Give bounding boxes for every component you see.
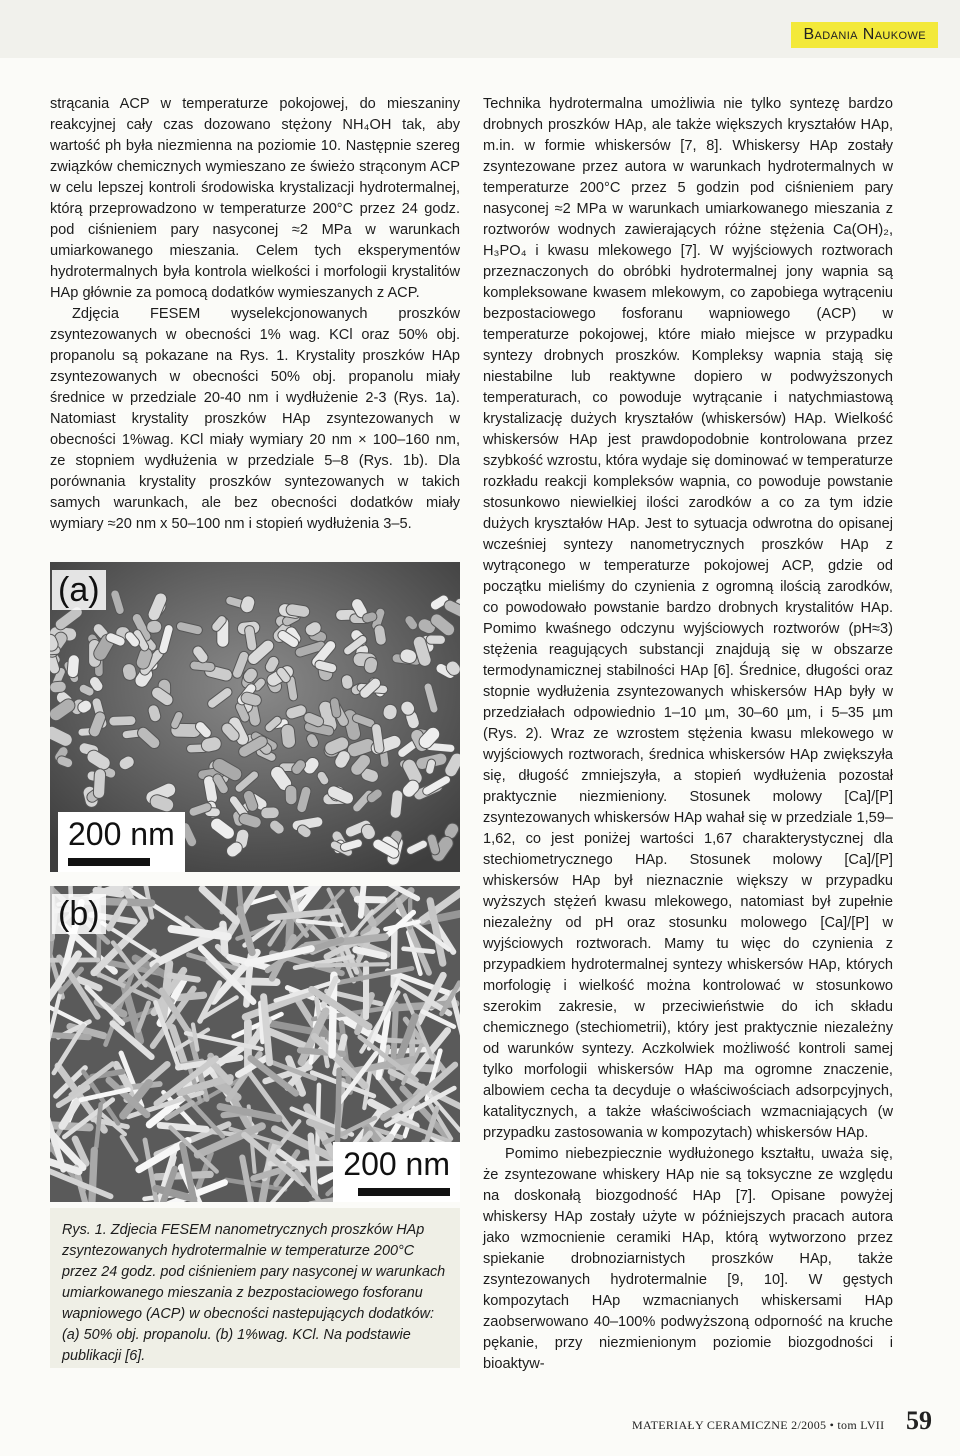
whisker-rod [317,964,388,965]
journal-footer: MATERIAŁY CERAMICZNE 2/2005 • tom LVII [632,1418,885,1432]
scale-bar-b [333,1142,460,1202]
panel-b-label: (b) [52,894,106,934]
figure-1 [50,562,460,1370]
right-column [483,94,893,1375]
left-paragraph-1: strącania ACP w temperaturze pokojowej, do mieszaniny reakcyjnej cały czas dozowano stężony NH₄OH tak, aby wartość ph była niezmienna na poziomie 10. Następnie szereg związków chemicznych wymieszano ze świeżo strąconym ACP w celu lepszej kontroli środowiska krystalizacji hydrotermalnej, którą przeprowadzono w temperaturze 200°C przez 24 godz. pod ciśnieniem pary nasyconej ≈2 MPa w warunkach umiarkowanego mieszania. Celem tych eksperymentów hydrotermalnych była kontrola wielkości i morfologii krystalitów HAp głównie za pomocą dodatków wymieszanych z ACP. [50,96,460,301]
scale-bar-a-text: 200 nm [68,816,175,852]
whisker-rod [338,1070,340,1141]
right-paragraph-1: Technika hydrotermalna umożliwia nie tylko syntezę bardzo drobnych proszków HAp, ale także większych kryształów HAp, m.in. w formie whiskersów [7, 8]. Whiskersy HAp zostały zsyntezowane przez autora w warunkach hydrotermalnych w temperaturze 200°C przez 5 godzin pod ciśnieniem pary nasyconej ≈2 MPa w warunkach umiarkowanego mieszania z roztworów wodnych zawierających różne stężenia Ca(OH)₂, H₃PO₄ i kwasu mlekowego [7]. W wyjściowych roztworach przeznaczonych do obróbki hydrotermalnej jony wapnia są kompleksowane kwasem mlekowym, co zapobiega wytrąceniu bezpostaciowego fosforanu wapniowego (ACP) w temperaturze pokojowej, które miało miejsce w przypadku syntezy drobnych proszków. Kompleksy wapnia stają się niestabilne lub reaktywne dopiero w podwyższonych temperaturach, co powoduje wytrącanie i natychmiastową krystalizację dużych kryształów (whiskersów) HAp. Wielkość whiskersów HAp jest prawdopodobnie kontrolowana przez szybkość wzrostu, która wydaje się dominować w temperaturze rozkładu reakcji kompleksów wapnia, co powoduje powstanie stosunkowo niewielkiej ilości zarodków a co za tym idzie dużych kryształów HAp. Jest to sytuacja odwrotna do opisanej wcześniej syntezy nanometrycznych proszków HAp z wytrąconego w temperaturze pokojowej ACP, gdzie od początku mieliśmy do czynienia z ogromną ilością zarodków, co powodowało powstanie bardzo drobnych krystalitów HAp. Pomimo kwaśnego odczynu wyjściowych roztworów (pH≈3) stężenia reagujących substancji znajdują się w obszarze termodynamicznej stabilności HAp [6]. Średnice, długości oraz stopnie wydłużenia zsyntezowanych whiskersów HAp były w przedziałach odpowiednio 1–10 µm, 30–60 µm, i 5–35 µm (Rys. 2). Wraz ze wzrostem stężenia kwasu mlekowego w wyjściowych roztworach, średnica whiskersów HAp zwiększyła się, długość zmniejszyła, a stopień wydłużenia pozostał praktycznie niezmieniony. Stosunek molowy [Ca]/[P] zsyntezowanych whiskersów HAp wahał się w przedziale 1,59–1,62, co jest poniżej wartości 1,67 charakterystycznej dla stechiometrycznego HAp. Stosunek molowy [Ca]/[P] whiskersów HAp był nieznacznie większy w przypadku wyższych stężeń kwasu mlekowego, natomiast był zupełnie niezależny od pH oraz stosunku molowego [Ca]/[P] w wyjściowych roztworach. Mamy tu więc do czynienia z przypadkiem hydrotermalnej syntezy whiskersów HAp, których morfologię i wielkość można kontrolować w stosunkowo szerokim zakresie, w przeciwieństwie do ich składu chemicznego (stechiometrii), który jest praktycznie niezależny od warunków syntezy. Aczkolwiek możliwość kontroli samej tylko morfologii whiskersów HAp ma ogromne znaczenie, albowiem cecha ta decyduje o właściwościach adsorpcyjnych, katalitycznych, a także właściwościach wzmacniających (w przypadku zastosowania w kompozytach) whiskersów HAp. [483,96,893,1141]
whisker-rod [177,995,203,997]
section-header: Badania Naukowe [791,22,938,48]
page-number: 59 [906,1406,932,1435]
fesem-image-a [50,562,460,872]
whisker-rod [160,1125,206,1129]
crystallite-particle [280,724,296,749]
scale-bar-b-line [358,1188,450,1196]
whisker-rod [394,931,395,986]
crystallite-particle [285,785,297,805]
figure-caption: Rys. 1. Zdjecia FESEM nanometrycznych proszków HAp zsyntezowanych hydrotermalnie w temperaturze 200°C przez 24 godz. pod ciśnieniem pary nasyconej w warunkach umiarkowanego mieszania z bezpostaciowego fosforanu wapniowego (ACP) w obecności nastepujących dodatków: (a) 50% obj. propanolu. (b) 1%wag. KCl. Na podstawie publikacji [6]. [50,1208,460,1368]
whisker-rod [404,949,433,952]
scale-bar-b-text: 200 nm [343,1146,450,1182]
whisker-rod [50,1125,90,1127]
crystallite-particle [261,807,280,819]
panel-a-label: (a) [52,570,106,610]
crystallite-particle [93,768,106,798]
whisker-rod [361,886,364,916]
crystallite-particle [146,620,162,634]
fesem-image-b [50,886,460,1202]
crystallite-particle [67,654,80,678]
left-column [50,94,460,535]
whisker-rod [91,1150,94,1202]
crystallite-particle [50,681,67,694]
whisker-rod [50,1034,89,1037]
left-paragraph-2: Zdjęcia FESEM wyselekcjonowanych proszków zsyntezowanych w obecności 1% wag. KCl oraz 50% obj. propanolu są pokazane na Rys. 1. Krystality proszków HAp zsyntezowanych w obecności 50% obj. propanolu miały średnice w przedziale 20-40 nm i wydłużenie 2-3 (Rys. 1a). Natomiast krystality proszków HAp zsyntezowanych w obecności 1%wag. KCl miały wymiary 20 nm × 100–160 nm, ze stopniem wydłużenia w przedziale 5–8 (Rys. 1b). Dla porównania krystality proszków syntezowanych w takich samych warunkach, ale bez obecności dodatków miały wymiary ≈20 nm x 50–100 nm i stopień wydłużenia 3–5. [50,306,460,532]
whisker-rod [237,981,277,982]
scale-bar-a [58,812,185,872]
right-paragraph-2: Pomimo niebezpiecznie wydłużonego kształtu, uważa się, że zsyntezowane whiskery HAp nie są toksyczne ze względu na doskonałą biozgodność HAp [7]. Opisane powyżej whiskersy HAp zostały użyte w późniejszych pracach autora jako wzmocnienie ceramiki HAp, którą wytworzono przez spiekanie drobnoziarnistych proszków HAp, także zsyntezowanych hydrotermalnie [9, 10]. W gęstych kompozytach HAp wzmacnianych whiskersami HAp zaobserwowano 40–100% podwyższoną odporność na kruche pękanie, przy niezmienionym poziomie biozgodności i bioaktyw- [483,1146,893,1372]
crystallite-particle [426,635,445,645]
scale-bar-a-line [68,858,150,866]
crystallite-particle [109,716,136,727]
whisker-rod [169,975,197,979]
